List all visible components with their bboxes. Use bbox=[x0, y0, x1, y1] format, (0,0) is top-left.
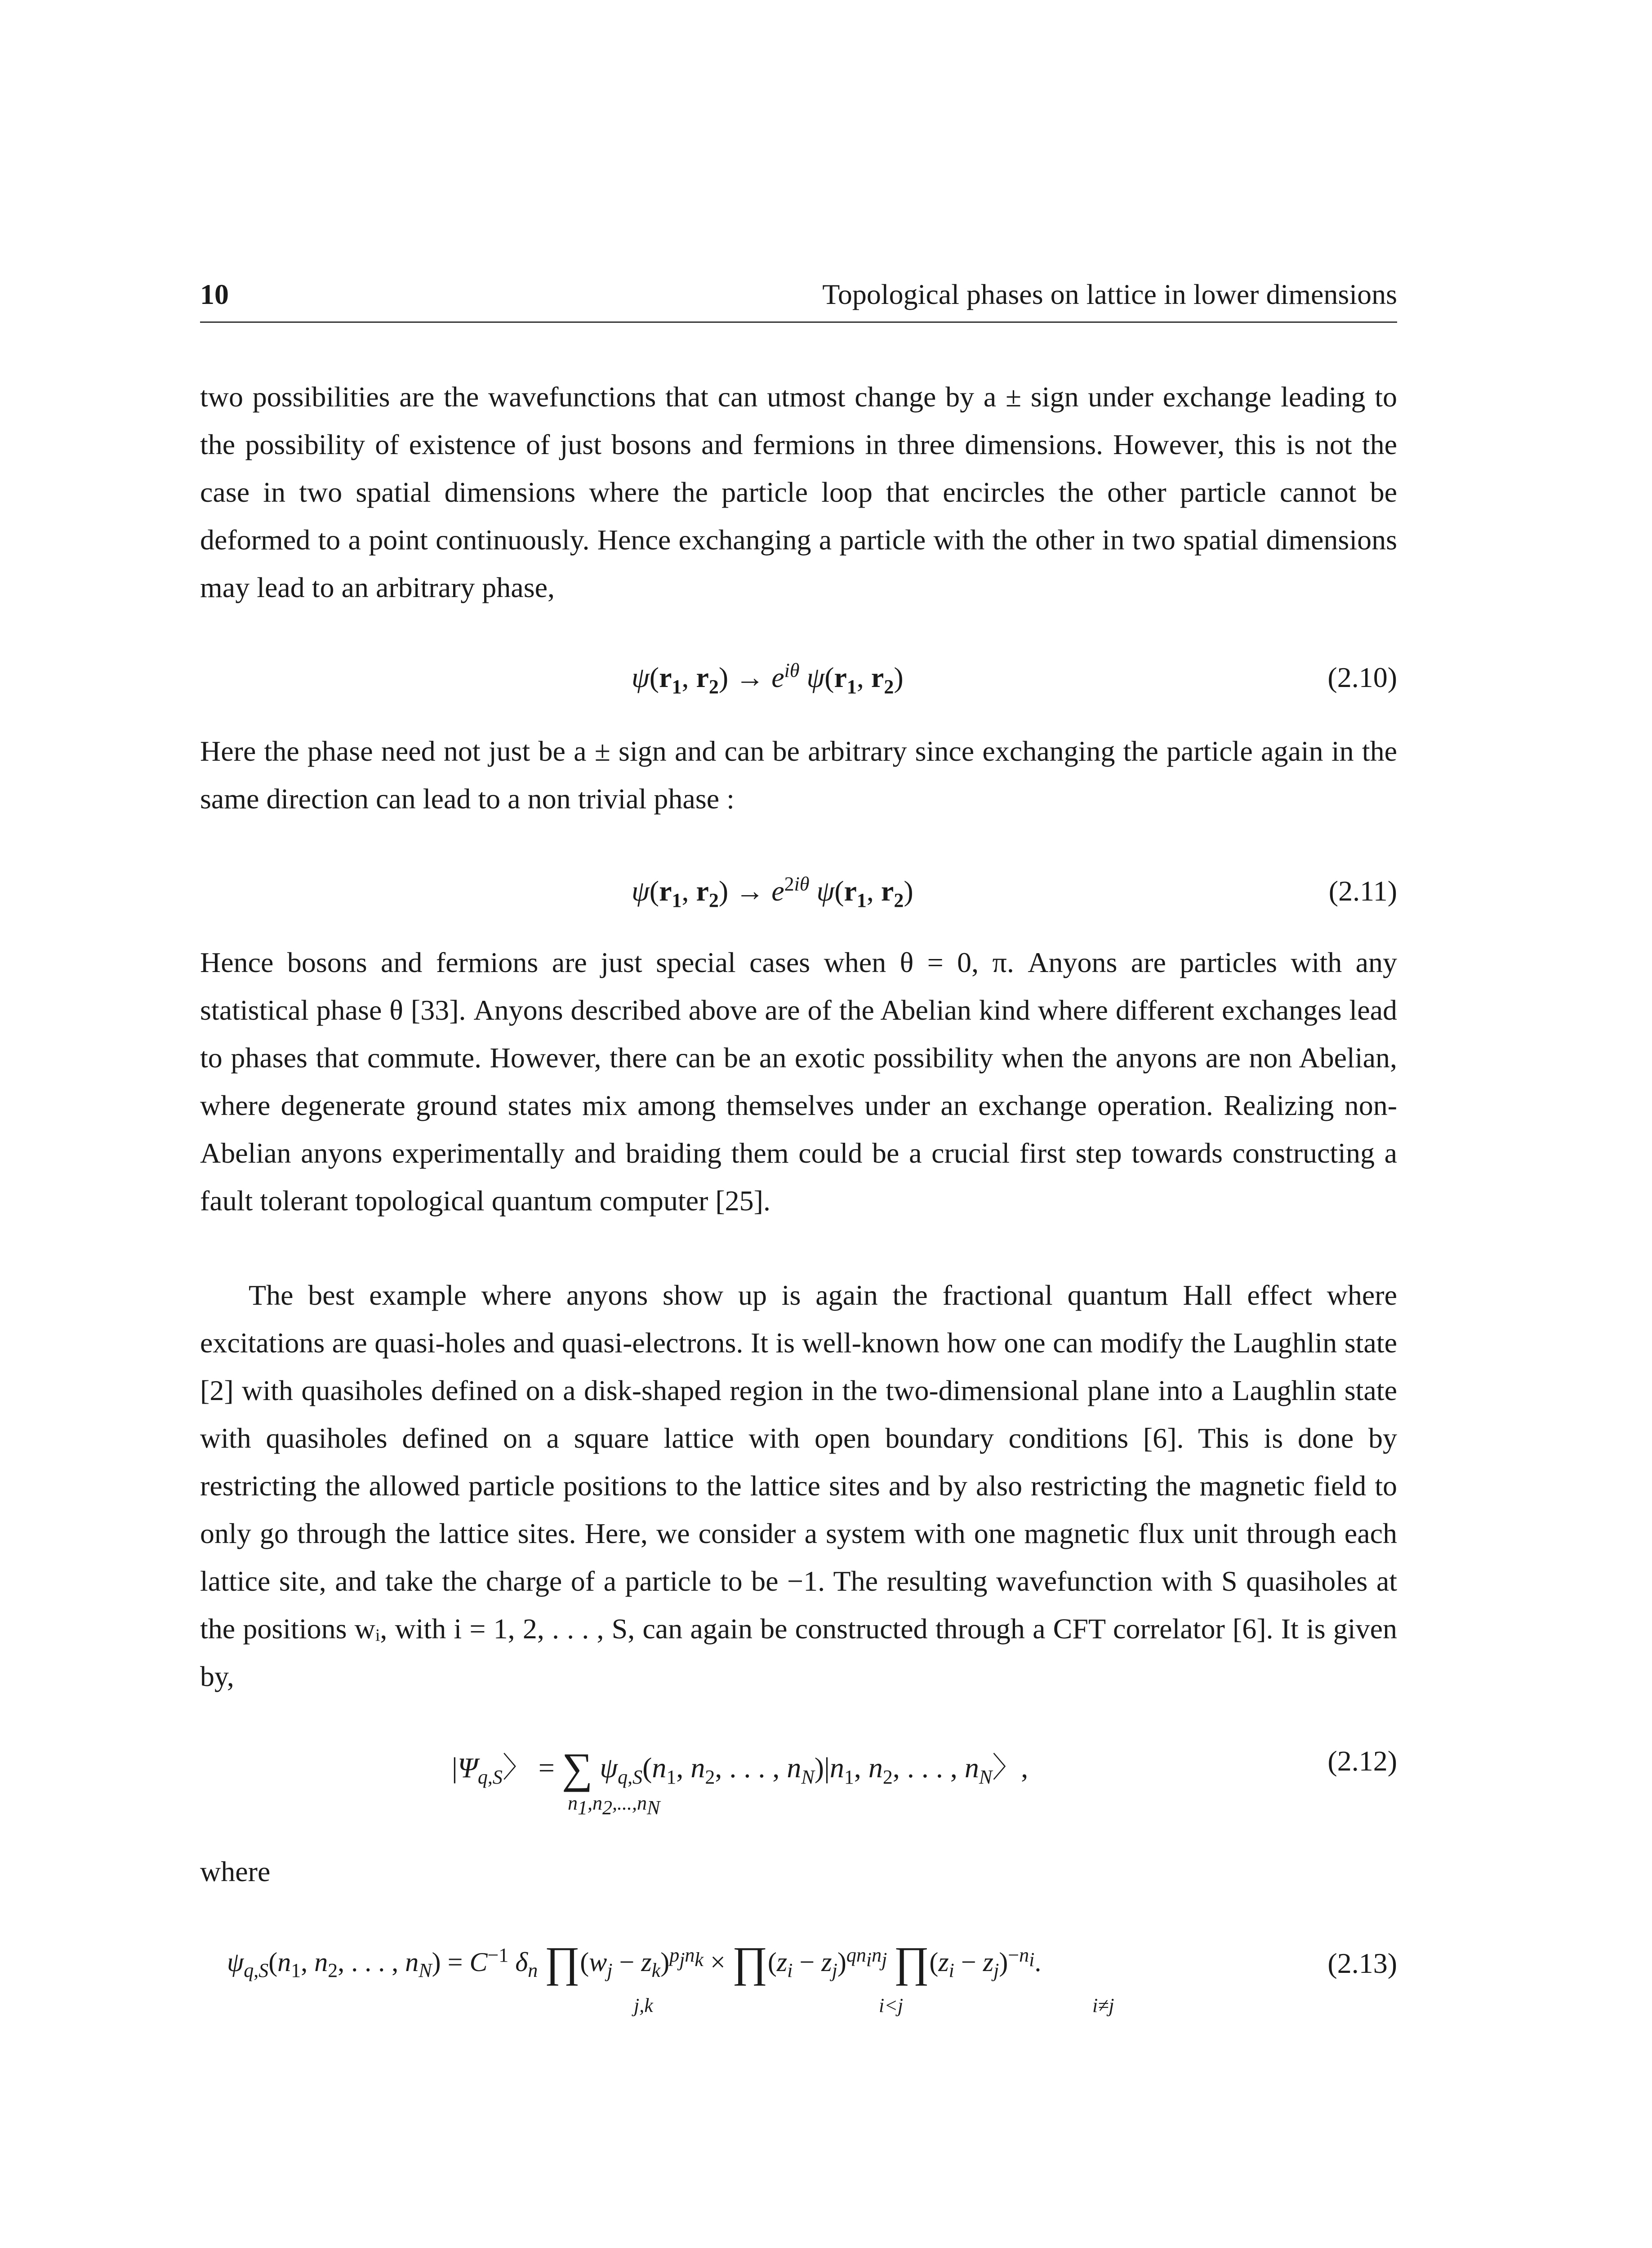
equation-2-12 bbox=[200, 1744, 1397, 1830]
equation-number: (2.10) bbox=[1327, 661, 1397, 693]
equation-number: (2.11) bbox=[1328, 875, 1397, 907]
equation-2-12-body: $|\Psi_{q,S}$〉 = ∑ $\psi_{q,S}(n_1$, $n_2$, . . . , $n_N)|n_1$, $n_2$, . . . , $n_N$〉, bbox=[452, 1744, 1029, 1792]
sum-index: $n_1,n_2,...,n_N$ bbox=[568, 1792, 660, 1819]
product-index-i-lt-j: i<j bbox=[879, 1994, 904, 2016]
equation-2-11-body: $\psi(r_1$, $r_2) \to e^{2i\theta}$ $\psi(r_1$, $r_2$) bbox=[632, 873, 913, 911]
equation-number: (2.12) bbox=[1327, 1745, 1397, 1777]
paragraph-3: Hence bosons and fermions are just special cases when θ = 0, π. Anyons are particles with any statistical phase θ [33]. Anyons described above are of the Abelian kind where different exchanges lead to phases that commute. However, there can be an exotic possibility when the anyons are non Abelian, where degenerate ground states mix among themselves under an exchange operation. Realizing non-Abelian anyons experimentally and braiding them could be a crucial first step towards constructing a fault tolerant topological quantum computer [25]. bbox=[200, 946, 1397, 1217]
equation-2-10 bbox=[200, 661, 1397, 715]
page-header bbox=[200, 274, 1397, 323]
product-index-jk: j,k bbox=[634, 1994, 653, 2016]
product-index-i-ne-j: i≠j bbox=[1092, 1994, 1114, 2016]
equation-number: (2.13) bbox=[1327, 1947, 1397, 1979]
paragraph-2: Here the phase need not just be a ± sign and can be arbitrary since exchanging the particle again in the same direction can lead to a non trivial phase : bbox=[200, 735, 1397, 815]
equation-2-11 bbox=[200, 874, 1397, 928]
page-number: 10 bbox=[200, 278, 229, 310]
equation-2-13 bbox=[200, 1938, 1397, 2037]
running-title: Topological phases on lattice in lower dimensions bbox=[822, 278, 1397, 310]
paragraph-4: The best example where anyons show up is again the fractional quantum Hall effect where excitations are quasi-holes and quasi-electrons. It is well-known how one can modify the Laughlin state [2] with quasiholes defined on a disk-shaped region in the two-dimensional plane into a Laughlin state with quasiholes defined on a square lattice with open boundary conditions [6]. This is done by restricting the allowed particle positions to the lattice sites and by also restricting the magnetic field to only go through the lattice sites. Here, we consider a system with one magnetic flux unit through each lattice site, and take the charge of a particle to be −1. The resulting wavefunction with S quasiholes at the positions wᵢ, with i = 1, 2, . . . , S, can again be constructed through a CFT correlator [6]. It is given by, bbox=[200, 1279, 1397, 1692]
equation-2-10-body: $\psi(r_1$, $r_2) \to e^{i\theta}$ $\psi(r_1$, $r_2$) bbox=[632, 659, 904, 698]
paragraph-5: where bbox=[200, 1855, 271, 1887]
equation-2-13-body: $\psi_{q,S}(n_1$, $n_2$, . . . , $n_N) = C^{-1}$ $\delta_n$ $\prod(w_j - z_k)^{p_jn_k}$ × $\prod(z_i - z_j)^{qn_in_j}$ $\prod(z_i - z_j)^{-n_i}$. bbox=[227, 1938, 1042, 1986]
paragraph-1: two possibilities are the wavefunctions that can utmost change by a ± sign under exchange leading to the possibility of existence of just bosons and fermions in three dimensions. However, this is not the case in two spatial dimensions where the particle loop that encircles the other particle cannot be deformed to a point continuously. Hence exchanging a particle with the other in two spatial dimensions may lead to an arbitrary phase, bbox=[200, 381, 1397, 603]
